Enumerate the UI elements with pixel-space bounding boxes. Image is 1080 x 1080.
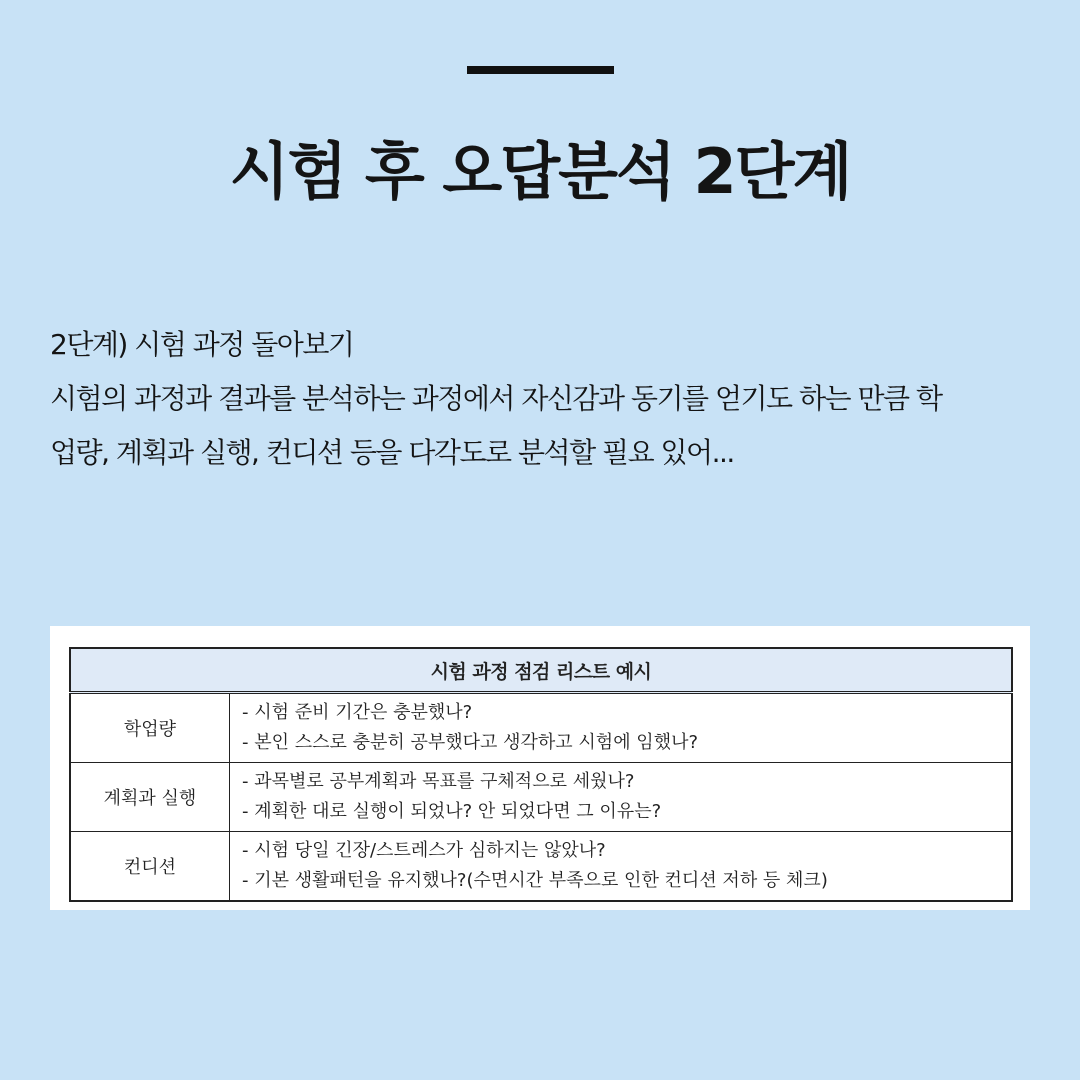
checklist-item: - 시험 준비 기간은 충분했나? [242,702,473,723]
title-accent-bar [467,66,614,74]
row-items-condition [230,832,1013,902]
checklist-item: - 시험 당일 긴장/스트레스가 심하지는 않았나? [242,840,606,861]
intro-text [50,318,1040,480]
checklist-image-card [50,626,1030,910]
table-header-row [70,648,1012,693]
row-items-plan-execution [230,763,1013,832]
checklist-item: - 본인 스스로 충분히 공부했다고 생각하고 시험에 임했나? [242,732,699,753]
row-label-plan-execution: 계획과 실행 [70,763,230,832]
page-title: 시험 후 오답분석 2단계 [229,135,851,208]
table-row [70,693,1012,763]
table-row [70,832,1012,902]
checklist-item: - 기본 생활패턴을 유지했나?(수면시간 부족으로 인한 컨디션 저하 등 체크) [242,870,828,891]
table-row [70,763,1012,832]
checklist-table [69,647,1013,902]
table-header: 시험 과정 점검 리스트 예시 [70,648,1012,693]
intro-line-1: 시험의 과정과 결과를 분석하는 과정에서 자신감과 동기를 얻기도 하는 만큼 학 [50,382,942,415]
row-items-study-amount [230,693,1013,763]
checklist-item: - 과목별로 공부계획과 목표를 구체적으로 세웠나? [242,771,635,792]
row-label-study-amount: 학업량 [70,693,230,763]
intro-heading: 2단계) 시험 과정 돌아보기 [50,328,354,361]
intro-line-2: 업량, 계획과 실행, 컨디션 등을 다각도로 분석할 필요 있어... [50,436,734,469]
row-label-condition: 컨디션 [70,832,230,902]
checklist-item: - 계획한 대로 실행이 되었나? 안 되었다면 그 이유는? [242,801,662,822]
